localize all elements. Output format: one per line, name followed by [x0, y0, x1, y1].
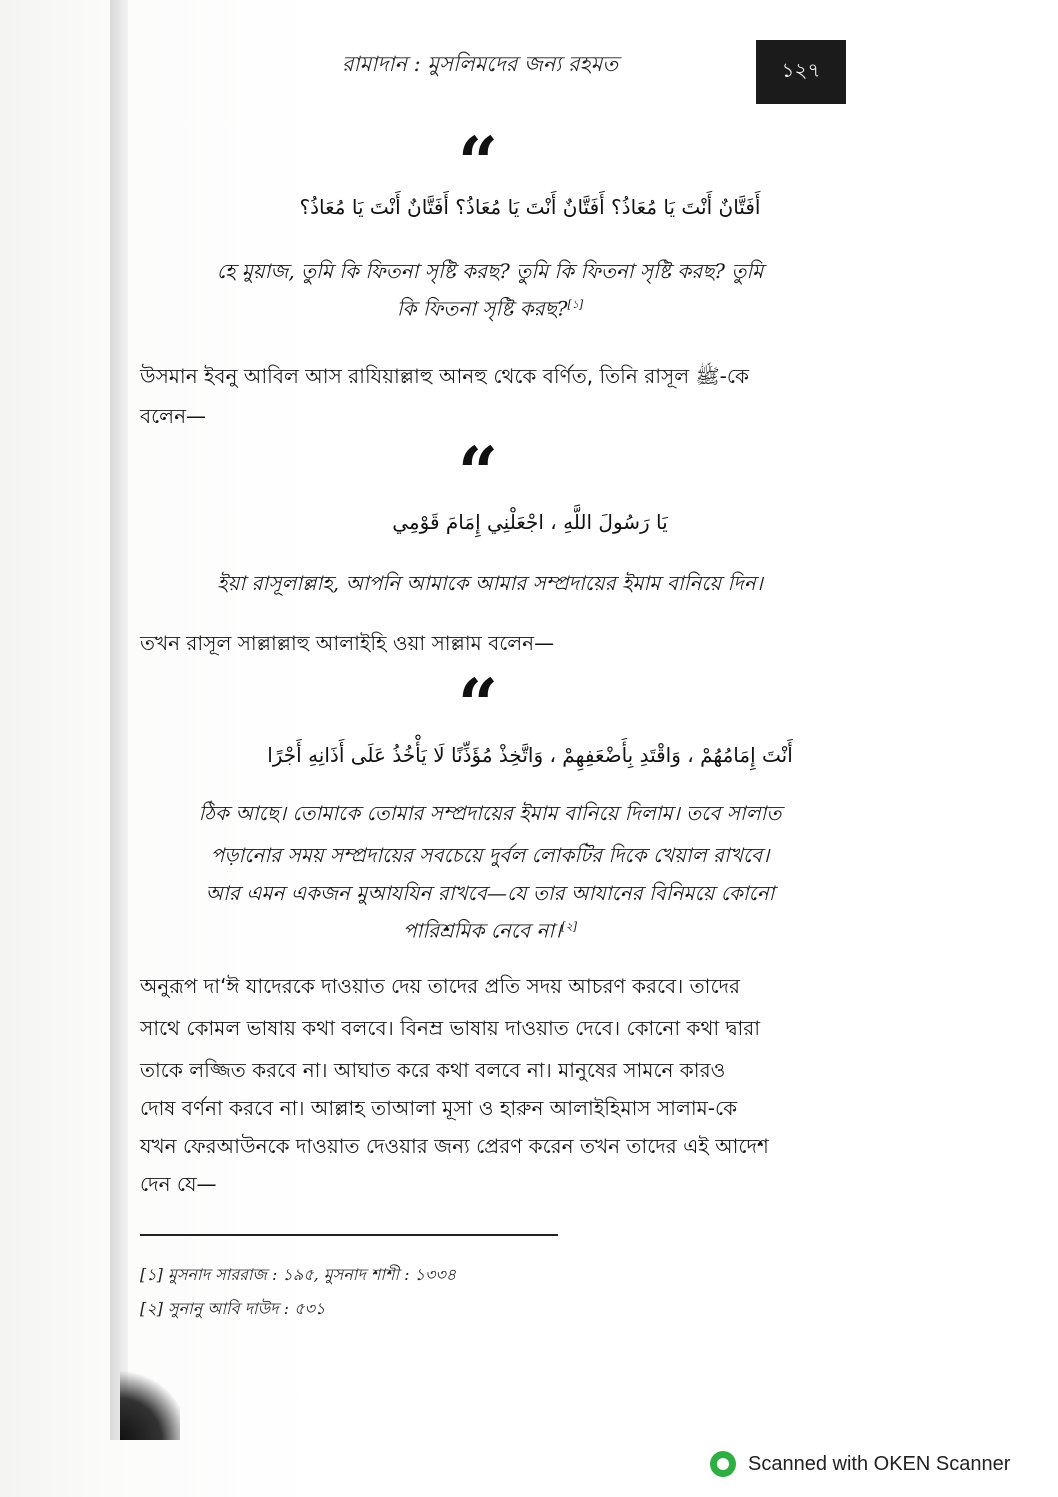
arabic-text-1: أَفَتَّانٌ أَنْتَ يَا مُعَاذُ؟ أَفَتَّانٌ أَنْتَ يَا مُعَاذُ؟ أَفَتَّانٌ أَنْتَ يَا مُعَاذُ؟: [299, 195, 761, 219]
translation-1-line-1: হে মুয়াজ, তুমি কি ফিতনা সৃষ্টি করছ? তুমি কি ফিতনা সৃষ্টি করছ? তুমি: [216, 259, 764, 283]
paragraph-3-line-1: অনুরূপ দা‘ঈ যাদেরকে দাওয়াত দেয় তাদের প্রতি সদয় আচরণ করবে। তাদের: [140, 974, 740, 998]
footnote-1-text: মুসনাদ সাররাজ : ১৯৫, মুসনাদ শাশী : ১৩৩৪: [167, 1265, 457, 1284]
page-corner-shadow: [120, 1370, 180, 1440]
paragraph-3-line-4: দোষ বর্ণনা করবে না। আল্লাহ তাআলা মূসা ও হারুন আলাইহিমাস সালাম-কে: [140, 1096, 738, 1120]
translation-1-line-2: [140, 288, 840, 326]
paragraph-3-line-2: সাথে কোমল ভাষায় কথা বলবে। বিনম্র ভাষায় দাওয়াত দেবে। কোনো কথা দ্বারা: [140, 1016, 761, 1040]
footnote-2: [140, 1296, 325, 1323]
footnote-ref-2: [২]: [561, 920, 578, 933]
translation-1-text: কি ফিতনা সৃষ্টি করছ?: [396, 296, 568, 321]
footnote-2-text: সুনানু আবি দাউদ : ৫৩১: [167, 1299, 326, 1318]
paragraph-3-line-5: যখন ফেরআউনকে দাওয়াত দেওয়ার জন্য প্রেরণ করেন তখন তাদের এই আদেশ: [140, 1134, 769, 1158]
footnote-1-ref: [১]: [140, 1265, 163, 1284]
translation-2: ইয়া রাসূলাল্লাহ, আপনি আমাকে আমার সম্প্রদায়ের ইমাম বানিয়ে দিন।: [217, 571, 763, 595]
paragraph-3-line-3: তাকে লজ্জিত করবে না। আঘাত করে কথা বলবে না। মানুষের সামনে কারও: [140, 1058, 726, 1082]
page-number-badge: [756, 40, 846, 104]
paragraph-1-line-2: বলেন—: [140, 404, 207, 428]
paragraph-3-line-6: দেন যে—: [140, 1172, 217, 1196]
footnote-1: [140, 1262, 456, 1289]
arabic-text-2: يَا رَسُولَ اللَّهِ ، اجْعَلْنِي إِمَامَ قَوْمِي: [392, 510, 668, 534]
translation-3-text: পারিশ্রমিক নেবে না।: [402, 918, 562, 943]
quote-mark-icon: “: [457, 663, 499, 746]
translation-3-line-1: ঠিক আছে। তোমাকে তোমার সম্প্রদায়ের ইমাম বানিয়ে দিলাম। তবে সালাত: [198, 801, 782, 825]
page-number: ১২৭: [781, 57, 821, 82]
footnote-ref-1: [১]: [567, 298, 584, 311]
footnote-2-ref: [২]: [140, 1299, 163, 1318]
translation-3-line-3: আর এমন একজন মুআযযিন রাখবে—যে তার আযানের বিনিময়ে কোনো: [205, 881, 775, 905]
translation-3-line-4: [140, 910, 840, 948]
paragraph-2-line-1: তখন রাসূল সাল্লাল্লাহু আলাইহি ওয়া সাল্লাম বলেন—: [140, 631, 555, 655]
translation-3-line-2: পড়ানোর সময় সম্প্রদায়ের সবচেয়ে দুর্বল লোকটির দিকে খেয়াল রাখবে।: [210, 843, 770, 867]
page-binding-edge: [110, 0, 128, 1440]
oken-scanner-logo-icon: [710, 1451, 736, 1477]
scanner-watermark: [710, 1448, 1010, 1480]
scanner-watermark-text: Scanned with OKEN Scanner: [748, 1452, 1011, 1475]
footnote-divider: [140, 1234, 558, 1236]
running-header-title: রামাদান : মুসলিমদের জন্য রহমত: [341, 52, 619, 76]
arabic-text-3: أَنْتَ إِمَامُهُمْ ، وَاقْتَدِ بِأَضْعَفِهِمْ ، وَاتَّخِذْ مُؤَذِّنًا لَا يَأْخُذُ عَلَى أَذَانِهِ أَجْرًا: [267, 743, 793, 767]
quote-mark-icon: “: [457, 431, 499, 514]
quote-mark-icon: “: [457, 121, 499, 204]
paragraph-1-line-1: উসমান ইবনু আবিল আস রাযিয়াল্লাহু আনহু থেকে বর্ণিত, তিনি রাসূল ﷺ-কে: [140, 364, 749, 388]
